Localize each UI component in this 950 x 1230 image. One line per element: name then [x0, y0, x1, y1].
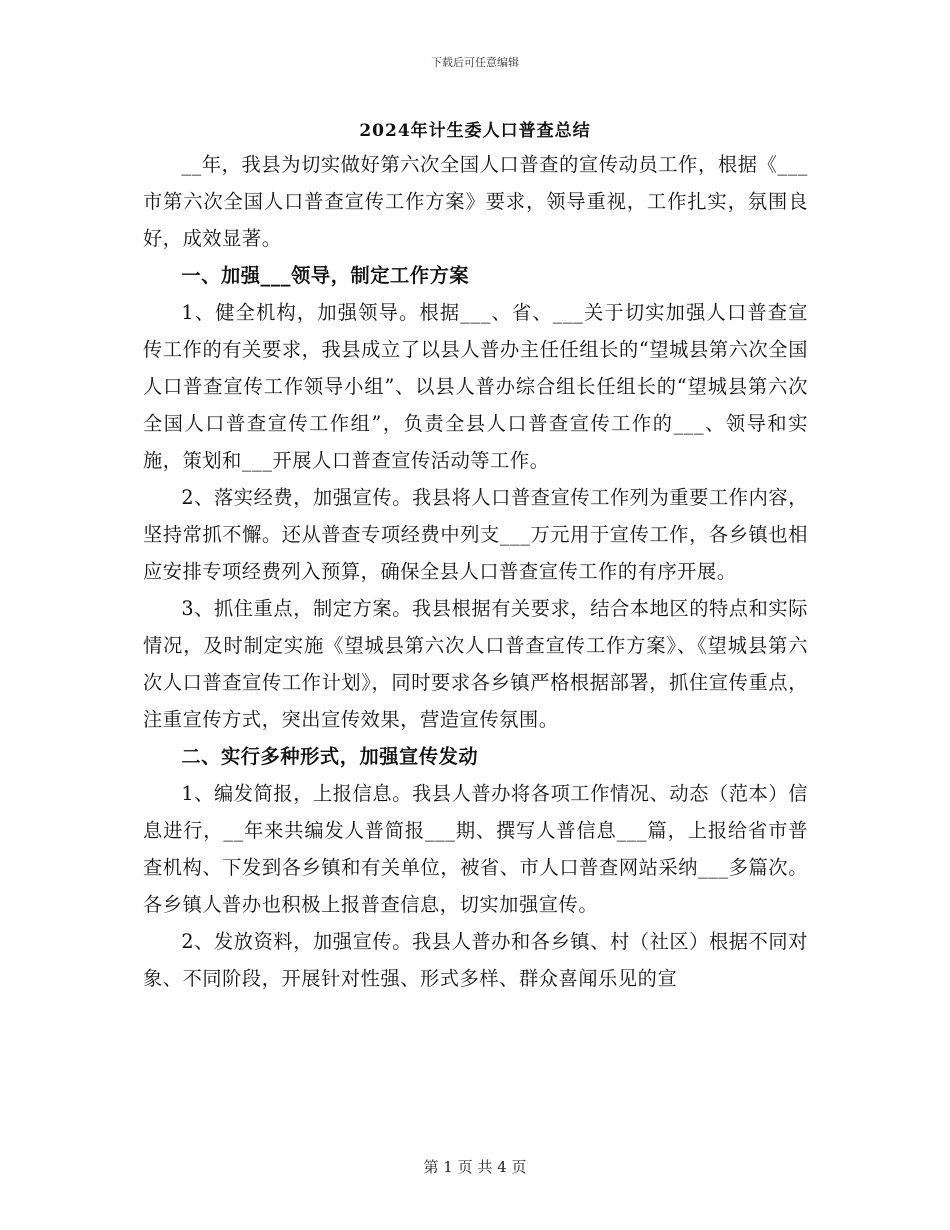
section-1-paragraph-3: 3、抓住重点，制定方案。我县根据有关要求，结合本地区的特点和实际情况，及时制定实施《望城县第六次人口普查宣传工作方案》、《望城县第六次人口普查宣传工作计划》，同时要求各乡镇严格根据部署，抓住宣传重点，注重宣传方式，突出宣传效果，营造宣传氛围。: [143, 597, 808, 731]
section-1-paragraph-2: 2、落实经费，加强宣传。我县将人口普查宣传工作列为重要工作内容，坚持常抓不懈。还从普查专项经费中列支___万元用于宣传工作，各乡镇也相应安排专项经费列入预算，确保全县人口普查宣传工作的有序开展。: [143, 486, 808, 583]
intro-paragraph: __年，我县为切实做好第六次全国人口普查的宣传动员工作，根据《___市第六次全国人口普查宣传工作方案》要求，领导重视，工作扎实，氛围良好，成效显著。: [143, 153, 808, 250]
section-2-paragraph-1: 1、编发简报，上报信息。我县人普办将各项工作情况、动态（范本）信息进行，__年来共编发人普简报___期、撰写人普信息___篇，上报给省市普查机构、下发到各乡镇和有关单位，被省、市人口普查网站采纳___多篇次。各乡镇人普办也积极上报普查信息，切实加强宣传。: [143, 782, 808, 916]
page-header-note: 下载后可任意编辑: [431, 56, 519, 69]
section-2-heading: 二、实行多种形式，加强宣传发动: [181, 745, 479, 768]
document-body: [143, 146, 808, 997]
page-number-footer: 第 1 页 共 4 页: [423, 1158, 527, 1176]
section-2-paragraph-2: 2、发放资料，加强宣传。我县人普办和各乡镇、村（社区）根据不同对象、不同阶段，开展针对性强、形式多样、群众喜闻乐见的宣: [143, 930, 808, 990]
section-1-paragraph-1: 1、健全机构，加强领导。根据___、省、___关于切实加强人口普查宣传工作的有关要求，我县成立了以县人普办主任任组长的“望城县第六次全国人口普查宣传工作领导小组”、以县人普办综合组长任组长的“望城县第六次全国人口普查宣传工作组”，负责全县人口普查宣传工作的___、领导和实施，策划和___开展人口普查宣传活动等工作。: [143, 301, 808, 472]
document-title: 2024年计生委人口普查总结: [359, 121, 591, 141]
section-1-heading: 一、加强___领导，制定工作方案: [181, 264, 470, 287]
